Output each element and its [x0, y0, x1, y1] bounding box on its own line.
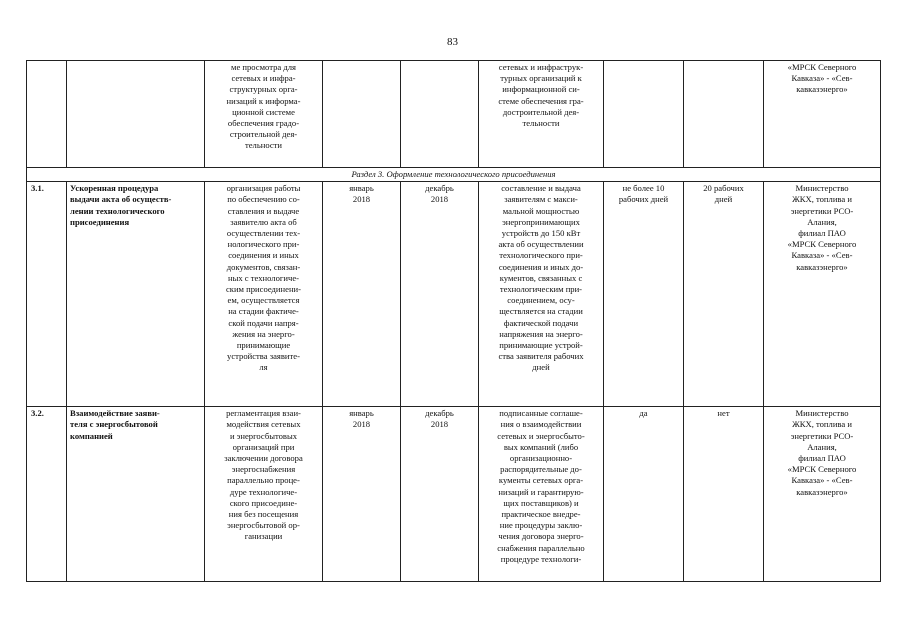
cell-line: подписанные соглаше- — [499, 408, 583, 419]
cell-line: ставления и выдаче — [227, 205, 300, 216]
cell-line: «МРСК Северного — [787, 464, 857, 475]
cell-line: чения договора энерго- — [498, 531, 584, 542]
cell-line: достроительной дея- — [502, 106, 580, 117]
cell-line: сетевых и инфра- — [231, 73, 296, 84]
cell-line: ля — [259, 362, 268, 373]
cell-line: ме просмотра для — [231, 62, 296, 72]
cell-text — [404, 408, 475, 430]
cell-line: процедуре технологи- — [500, 553, 582, 564]
cell-line: организация работы — [226, 183, 301, 194]
cell-line: энергетики РСО- — [790, 205, 854, 216]
cell-line: составление и выдача — [501, 183, 581, 194]
cell-line: энергосбытовой ор- — [227, 520, 300, 531]
cell-line: Алания, — [807, 441, 837, 452]
cell-line: дней — [714, 194, 733, 205]
cell-line: лении технологического — [70, 205, 165, 216]
cell-line: нет — [717, 408, 730, 419]
cell-line: декабрь — [425, 408, 454, 419]
cell-line: дней — [532, 362, 550, 373]
cell-line: выдачи акта об осуществ- — [70, 194, 172, 205]
cell-line: технологического при- — [499, 250, 583, 261]
cell-text — [482, 183, 600, 373]
cell-line: ем, осуществляется — [227, 295, 300, 306]
cell-line: Министерство — [795, 183, 849, 194]
cell-line: обеспечения градо- — [227, 118, 300, 129]
cell-line: январь — [349, 408, 374, 419]
cell-line: ных с технологиче- — [227, 272, 300, 283]
cell-line: дуре технологиче- — [229, 486, 298, 497]
cell-line: кументы сетевых орга- — [498, 475, 584, 486]
cell-line: соединения и иных — [228, 250, 299, 261]
table-row — [27, 182, 881, 407]
cell-line: принимающие — [236, 340, 291, 351]
cell-text — [767, 62, 877, 96]
cell-line: филиал ПАО — [798, 228, 846, 239]
cell-line: низаций к информа- — [226, 95, 301, 106]
table-row — [27, 61, 881, 168]
cell-line: компанией — [70, 430, 113, 441]
cell-line: ционной системе — [232, 106, 295, 117]
cell-text — [482, 62, 600, 129]
cell-line: теля с энергосбытовой — [70, 419, 158, 430]
cell-end — [401, 182, 479, 407]
cell-result — [479, 61, 604, 168]
measures-table — [26, 60, 881, 582]
cell-line: параллельно проце- — [227, 475, 300, 486]
cell-line: филиал ПАО — [798, 453, 846, 464]
cell-line: акта об осуществлении — [498, 239, 584, 250]
cell-line: напряжения на энерго- — [499, 328, 583, 339]
cell-line: рабочих дней — [618, 194, 669, 205]
cell-line: заявителю акта об — [230, 216, 297, 227]
cell-line: Алания, — [807, 216, 837, 227]
cell-line: по обеспечению со- — [227, 194, 300, 205]
cell-line: ским присоединени- — [225, 284, 302, 295]
cell-start — [323, 61, 401, 168]
cell-line: структурных орга- — [229, 84, 298, 95]
cell-line: на стадии фактиче- — [228, 306, 299, 317]
cell-line: «МРСК Северного — [787, 239, 857, 250]
cell-text — [767, 183, 877, 273]
cell-indicator — [604, 407, 684, 582]
cell-line: ского присоедине- — [229, 497, 298, 508]
cell-line: да — [639, 408, 648, 419]
cell-text — [208, 183, 319, 373]
cell-line: снабжения параллельно — [497, 542, 585, 553]
cell-line: тельности — [522, 118, 560, 129]
cell-line: кавказэнерго» — [796, 486, 848, 497]
cell-line: осуществлении тех- — [226, 228, 301, 239]
section-row — [27, 168, 881, 182]
cell-name — [67, 407, 205, 582]
cell-line: ществляется на стадии — [499, 306, 583, 317]
cell-line: и энергосбытовых — [229, 430, 298, 441]
cell-line: 2018 — [352, 419, 371, 430]
cell-line: распорядительные до- — [500, 464, 582, 475]
cell-line: документов, связан- — [226, 261, 301, 272]
cell-responsible — [764, 61, 881, 168]
cell-line: присоединения — [70, 216, 130, 227]
cell-line: Кавказа» - «Сев- — [791, 475, 853, 486]
cell-text — [607, 183, 680, 205]
cell-line: устройства заявите- — [227, 351, 300, 362]
cell-responsible — [764, 182, 881, 407]
cell-content — [205, 407, 323, 582]
cell-indicator — [604, 182, 684, 407]
cell-line: 2018 — [430, 419, 449, 430]
cell-start — [323, 407, 401, 582]
cell-line: Ускоренная процедура — [70, 183, 159, 194]
cell-line: кавказэнерго» — [796, 261, 848, 272]
cell-line: фактической подачи — [503, 317, 579, 328]
cell-text — [482, 408, 600, 565]
cell-text — [326, 408, 397, 430]
cell-line: энергетики РСО- — [790, 430, 854, 441]
cell-line: практическое внедре- — [501, 509, 581, 520]
cell-num: 3.2. — [27, 407, 67, 582]
cell-line: Кавказа» - «Сев- — [791, 250, 853, 261]
cell-line: турных организаций к — [500, 73, 582, 84]
cell-line: соединения и иных до- — [498, 261, 584, 272]
cell-start — [323, 182, 401, 407]
cell-end — [401, 61, 479, 168]
cell-content — [205, 61, 323, 168]
cell-line: информационной си- — [502, 84, 580, 95]
cell-line: не более 10 — [622, 183, 665, 194]
cell-line: нологического при- — [227, 239, 300, 250]
cell-num — [27, 61, 67, 168]
cell-line: энергоснабжения — [231, 464, 296, 475]
cell-line: низаций и гарантирую- — [498, 486, 584, 497]
cell-text — [70, 408, 201, 442]
cell-line: кументов, связанных с — [499, 272, 583, 283]
cell-name — [67, 182, 205, 407]
cell-line: организаций при — [232, 441, 295, 452]
cell-result — [479, 407, 604, 582]
cell-line: вых компаний (либо — [503, 441, 579, 452]
cell-line: модействия сетевых — [226, 419, 301, 430]
cell-line: сетевых и инфраструк- — [498, 62, 584, 72]
cell-target — [684, 61, 764, 168]
cell-line: жения на энерго- — [232, 328, 295, 339]
cell-line: щих поставщиков) и — [503, 497, 579, 508]
cell-text — [607, 408, 680, 419]
cell-line: 20 рабочих — [703, 183, 744, 194]
cell-line: заключении договора — [224, 453, 303, 464]
cell-line: заявителям с макси- — [504, 194, 578, 205]
cell-result — [479, 182, 604, 407]
cell-line: ЖКХ, топлива и — [792, 419, 852, 430]
table-row — [27, 407, 881, 582]
cell-line: организационно- — [509, 453, 573, 464]
cell-line: устройств до 150 кВт — [501, 228, 581, 239]
cell-line: «МРСК Северного — [787, 62, 857, 72]
cell-text — [326, 183, 397, 205]
cell-line: декабрь — [425, 183, 454, 194]
cell-line: тельности — [244, 140, 283, 151]
cell-line: энергопринимающих — [502, 216, 580, 227]
cell-text — [687, 408, 760, 419]
cell-line: ганизации — [244, 531, 283, 542]
cell-line: мальной мощностью — [502, 205, 580, 216]
cell-line: ния о взаимодействии — [500, 419, 582, 430]
cell-text — [208, 62, 319, 152]
cell-indicator — [604, 61, 684, 168]
cell-line: сетевых и энергосбыто- — [497, 430, 585, 441]
section-title: Раздел 3. Оформление технологического присоединения — [27, 168, 881, 182]
cell-line: регламентация взаи- — [226, 408, 301, 419]
cell-line: технологическим при- — [499, 284, 583, 295]
cell-line: ЖКХ, топлива и — [792, 194, 852, 205]
cell-num: 3.1. — [27, 182, 67, 407]
cell-line: принимающие устрой- — [499, 340, 583, 351]
cell-line: стеме обеспечения гра- — [498, 95, 584, 106]
cell-text — [208, 408, 319, 542]
cell-line: 2018 — [430, 194, 449, 205]
cell-line: ской подачи напря- — [228, 317, 299, 328]
page-number: 83 — [447, 36, 458, 48]
cell-name — [67, 61, 205, 168]
cell-content — [205, 182, 323, 407]
cell-line: ние процедуры заклю- — [499, 520, 583, 531]
cell-line: строительной дея- — [229, 129, 298, 140]
cell-line: январь — [349, 183, 374, 194]
cell-line: Кавказа» - «Сев- — [791, 73, 853, 84]
cell-text — [687, 183, 760, 205]
cell-line: Взаимодействие заяви- — [70, 408, 160, 419]
cell-target — [684, 182, 764, 407]
cell-text — [404, 183, 475, 205]
cell-text — [70, 183, 201, 228]
cell-line: ния без посещения — [228, 509, 299, 520]
cell-target — [684, 407, 764, 582]
cell-responsible — [764, 407, 881, 582]
cell-line: 2018 — [352, 194, 371, 205]
cell-line: Министерство — [795, 408, 849, 419]
cell-line: соединением, осу- — [507, 295, 575, 306]
cell-end — [401, 407, 479, 582]
cell-line: кавказэнерго» — [796, 84, 848, 95]
cell-text — [767, 408, 877, 498]
cell-line: ства заявителя рабочих — [498, 351, 584, 362]
